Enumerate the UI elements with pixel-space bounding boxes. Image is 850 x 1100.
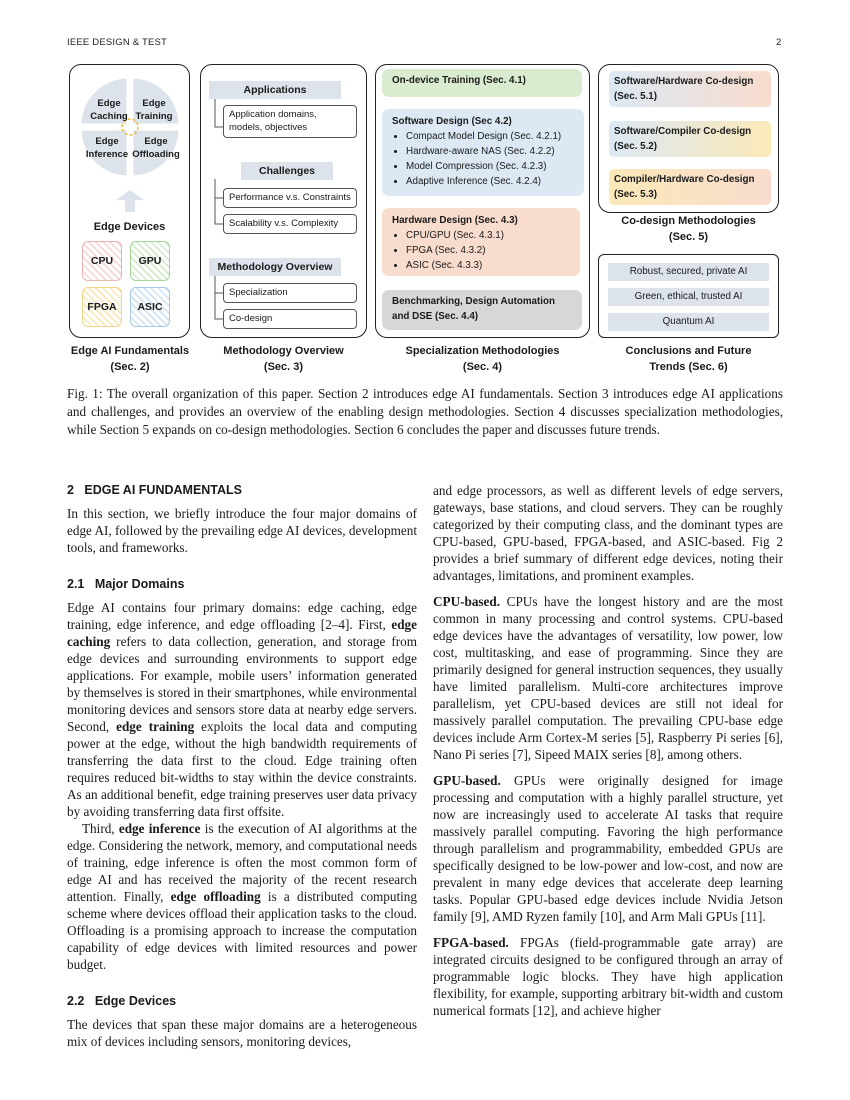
subsection-number: 2.1 (67, 577, 85, 591)
device-fpga (82, 287, 122, 327)
figure-caption: Fig. 1: The overall organization of this paper. Section 2 introduces edge AI fundamentals. Section 3 introduces edge AI applications and challenges, and provides an overview of the enabling design methodologies. Section 4 discusses specialization methodologies, while Section 5 expands on co-design methodologies. Section 6 concludes the paper and discusses future trends. (67, 386, 783, 437)
domain-label-offloading: Edge Offloading (132, 136, 180, 160)
paragraph-fpga (433, 934, 783, 1019)
up-arrow-icon (116, 190, 144, 212)
term-edge-offloading: edge offloading (170, 889, 261, 904)
section-heading (67, 482, 417, 499)
term-edge-inference: edge inference (118, 821, 201, 836)
hardware-design-title: Hardware Design (Sec. 4.3) (392, 215, 518, 226)
panel-methodology-overview (200, 64, 367, 338)
text-run: GPUs were originally designed for image processing and computation with a highly parallel structure, yet now are increasingly used to accelerate AI tasks that require massively parallel computing. Favoring the high performance through parallelism and programmability, embedded GPUs are specifically designed to be low-power and low-cost, and now are prevalent in many edge devices that accelerate deep learning tasks. Popular GPU-based edge devices include Nvidia Jetson family [9], AMD Ryzen family [10], and Arm Mali GPUs [11]. (433, 773, 783, 924)
codesign-title (598, 213, 779, 245)
left-column (67, 482, 417, 1050)
panel-codesign (598, 64, 779, 213)
codesign-title-line1: Co-design Methodologies (621, 215, 756, 227)
paragraph-devices: The devices that span these major domains are a heterogeneous mix of devices including sensors, monitoring devices, (67, 1017, 417, 1049)
term-edge-training: edge training (116, 719, 195, 734)
device-fpga-label: FPGA (87, 301, 117, 313)
panel-3-title-line1: Specialization Methodologies (405, 345, 560, 357)
right-column (433, 482, 783, 1019)
text-run: Edge AI contains four primary domains: edge caching, edge training, edge inference, and edge offloading [2–4]. First, (67, 600, 417, 632)
text-run: FPGAs (field-programmable gate array) are integrated circuits designed to be configured through an array of programmable logic blocks. They have high application flexibility, for example, supporting arbitrary bit-width and custom numerical formats [12], and achieve higher (433, 935, 783, 1018)
panel-2-title (200, 343, 367, 375)
section-intro: In this section, we briefly introduce the four major domains of edge AI, followed by the prevailing edge AI devices, development tools, and frameworks. (67, 506, 417, 555)
device-gpu (130, 241, 170, 281)
paragraph-inference (67, 820, 417, 973)
paragraph-gpu (433, 772, 783, 925)
text-run: CPUs have the longest history and are the most common in many processing and control systems. CPU-based edge devices have the advantages of versatility, low power, low cost, multitasking, and ease of programming. Since they are primarily designed for general instruction sequences, they usually have limited parallelism. Multi-core architectures improve parallelism, yet CPU-based devices are still not ideal for massively parallel computation. The prevailing CPU-base edge devices include Arm Cortex-M series [5], Raspberry Pi series [6], Nano Pi series [7], Sipeed MAIX series [8], among others. (433, 594, 783, 762)
challenge-scalability: Scalability v.s. Complexity (223, 214, 357, 234)
software-item: • Model Compression (Sec. 4.2.3) (406, 159, 574, 174)
panel-2-title-line1: Methodology Overview (223, 345, 344, 357)
panel-future-trends (598, 254, 779, 338)
software-design-title: Software Design (Sec 4.2) (392, 116, 512, 127)
section-title: EDGE AI FUNDAMENTALS (84, 483, 243, 497)
device-asic-label: ASIC (137, 301, 163, 313)
hardware-design-list (392, 228, 570, 273)
label-gpu-based: GPU-based. (433, 773, 501, 788)
device-gpu-label: GPU (138, 255, 162, 267)
panel-edge-ai-fundamentals (69, 64, 190, 338)
label-fpga-based: FPGA-based. (433, 935, 509, 950)
hardware-item: • CPU/GPU (Sec. 4.3.1) (406, 228, 570, 243)
device-asic (130, 287, 170, 327)
text-run: exploits the local data and computing power at the edge, without the high bandwidth requirements of transferring the data first to the cloud. Edge training often requires reduced bit-widths to stay within the device constraints. As an additional benefit, edge training preserves user data privacy by avoiding transferring data first offsite. (67, 719, 417, 819)
subsection-number: 2.2 (67, 994, 85, 1008)
software-design-list (392, 129, 574, 189)
software-item: • Adaptive Inference (Sec. 4.2.4) (406, 174, 574, 189)
page-number: 2 (776, 37, 782, 48)
challenge-performance: Performance v.s. Constraints (223, 188, 357, 208)
text-run: is a distributed computing scheme where devices offload their application tasks to the cloud. Offloading is a promising approach to increase the computation capability of edge devices with limited resources and power budget. (67, 889, 417, 972)
panel-4-title-line1: Conclusions and Future (625, 345, 752, 357)
subsection-heading-major-domains (67, 576, 417, 593)
methodology-codesign: Co-design (223, 309, 357, 329)
section-number: 2 (67, 483, 74, 497)
codesign-sw-hw: Software/Hardware Co-design (Sec. 5.1) (609, 71, 771, 107)
domain-label-inference: Edge Inference (85, 136, 129, 160)
running-head-journal: IEEE DESIGN & TEST (67, 37, 168, 48)
panel-3-title (375, 343, 590, 375)
paragraph-cpu (433, 593, 783, 763)
panel-4-title-line2: Trends (Sec. 6) (649, 361, 728, 373)
trend-item: Quantum AI (608, 313, 769, 331)
benchmarking-box (382, 290, 582, 330)
subsection-title: Edge Devices (94, 994, 177, 1008)
methodology-header: Methodology Overview (209, 258, 341, 276)
applications-item: Application domains, models, objectives (223, 105, 357, 138)
domain-label-training: Edge Training (135, 98, 173, 122)
device-cpu (82, 241, 122, 281)
hardware-item: • FPGA (Sec. 4.3.2) (406, 243, 570, 258)
codesign-title-line2: (Sec. 5) (668, 231, 709, 243)
panel-2-title-line2: (Sec. 3) (263, 361, 304, 373)
panel-3-title-line2: (Sec. 4) (462, 361, 503, 373)
domain-label-caching: Edge Caching (90, 98, 128, 122)
text-run: Third, (82, 821, 119, 836)
hardware-item: • ASIC (Sec. 4.3.3) (406, 258, 570, 273)
benchmarking-label: Benchmarking, Design Automation and DSE (Sec. 4.4) (392, 296, 555, 322)
ondevice-training-label: On-device Training (Sec. 4.1) (392, 75, 526, 86)
label-cpu-based: CPU-based. (433, 594, 501, 609)
trend-item: Green, ethical, trusted AI (608, 288, 769, 306)
device-cpu-label: CPU (90, 255, 114, 267)
subsection-title: Major Domains (94, 577, 185, 591)
methodology-specialization: Specialization (223, 283, 357, 303)
panel-specialization (375, 64, 590, 338)
hardware-design-box (382, 208, 580, 276)
panel-1-title-line2: (Sec. 2) (110, 361, 150, 373)
text-run: refers to data collection, generation, and storage from edge devices and surrounding environments to support edge applications. For example, mobile users’ information generated by themselves is stored in their smartphones, while environmental monitoring devices and sensors store data at nearby edge servers. Second, (67, 634, 417, 734)
text-run: is the execution of AI algorithms at the edge. Considering the network, memory, and computational needs of training, edge inference is often the most common form of edge AI and has received the majority of the recent research attention. Finally, (67, 821, 417, 904)
codesign-compiler-hw: Compiler/Hardware Co-design (Sec. 5.3) (609, 169, 771, 205)
software-item: • Hardware-aware NAS (Sec. 4.2.2) (406, 144, 574, 159)
trend-item: Robust, secured, private AI (608, 263, 769, 281)
edge-devices-title: Edge Devices (93, 221, 166, 233)
subsection-heading-edge-devices (67, 993, 417, 1010)
software-design-box (382, 109, 584, 196)
paragraph-domains (67, 599, 417, 820)
paragraph-devices-cont: and edge processors, as well as different levels of edge servers, gateways, base stations, and cloud servers. They can be roughly categorized by their computing class, and the dominant types are CPU-based, GPU-based, FPGA-based, and ASIC-based. Fig 2 provides a brief summary of different edge devices, noting their advantages, limitations, and prominent examples. (433, 483, 783, 583)
codesign-sw-compiler: Software/Compiler Co-design (Sec. 5.2) (609, 121, 771, 157)
ondevice-training-box (382, 69, 582, 97)
panel-4-title (590, 343, 787, 375)
software-item: • Compact Model Design (Sec. 4.2.1) (406, 129, 574, 144)
applications-header: Applications (209, 81, 341, 99)
challenges-header: Challenges (241, 162, 333, 180)
panel-1-title (56, 343, 204, 375)
term-edge-caching: edge caching (67, 617, 417, 649)
panel-1-title-line1: Edge AI Fundamentals (70, 345, 190, 357)
